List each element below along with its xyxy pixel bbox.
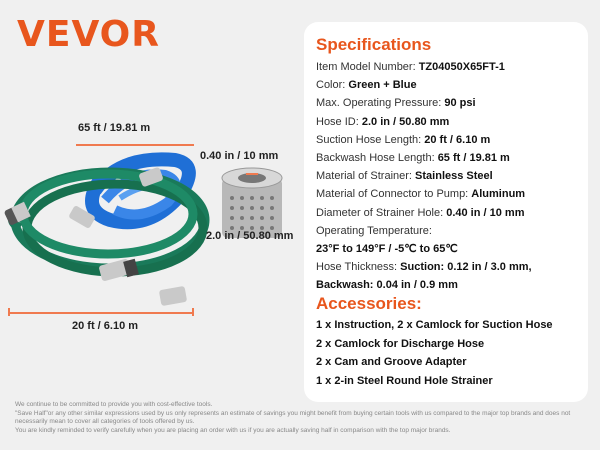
spec-item: Item Model Number: TZ04050X65FT-1 [316, 61, 505, 73]
spec-item: Hose ID: 2.0 in / 50.80 mm [316, 115, 450, 128]
accessories-title: Accessories: [316, 294, 422, 313]
spec-item: Color: Green + Blue [316, 79, 417, 92]
spec-item: Material of Strainer: Stainless Steel [316, 170, 493, 183]
spec-item: Diameter of Strainer Hole: 0.40 in / 10 mm [316, 206, 525, 219]
strainer [222, 168, 282, 238]
spec-item: Hose Thickness: Suction: 0.12 in / 3.0 mm, [316, 261, 532, 274]
accessory-item: 2 x Cam and Groove Adapter [316, 356, 467, 368]
spec-item: Backwash Hose Length: 65 ft / 19.81 m [316, 152, 510, 165]
footer-disclaimer [15, 401, 595, 435]
strainer-diameter-label: 2.0 in / 50.80 mm [206, 230, 294, 242]
suction-length-line [8, 312, 194, 314]
footer-line: We continue to be committed to provide you with cost-effective tools. [15, 401, 213, 408]
accessory-item: 1 x Instruction, 2 x Camlock for Suction Hose [316, 319, 553, 331]
spec-item: Backwash: 0.04 in / 0.9 mm [316, 279, 458, 292]
discharge-length-label: 65 ft / 19.81 m [78, 122, 151, 134]
strainer-hole-label: 0.40 in / 10 mm [200, 150, 279, 162]
spec-item: Operating Temperature: [316, 224, 432, 237]
accessory-item: 2 x Camlock for Discharge Hose [316, 337, 485, 350]
spec-list [316, 58, 588, 295]
discharge-length-line [76, 144, 194, 146]
suction-length-tick-left [8, 308, 10, 316]
spec-item: Suction Hose Length: 20 ft / 6.10 m [316, 133, 491, 146]
suction-length-label: 20 ft / 6.10 m [72, 320, 139, 332]
accessory-item: 1 x 2-in Steel Round Hole Strainer [316, 374, 493, 387]
brand-logo: VEVOR [17, 14, 161, 55]
spec-item: Material of Connector to Pump: Aluminum [316, 188, 526, 201]
accessories-list [316, 316, 553, 390]
suction-length-tick-right [192, 308, 194, 316]
spec-title: Specifications [316, 35, 432, 54]
spec-item: Max. Operating Pressure: 90 psi [316, 97, 476, 110]
footer-line: You are kindly reminded to verify carefully when you are placing an order with us if you are actually saving half in comparison with the top major brands. [15, 426, 451, 434]
spec-item: 23°F to 149°F / -5℃ to 65℃ [316, 243, 458, 256]
footer-line: "Save Half"or any other similar expressions used by us only represents an estimate of savings you might benefit from buying certain tools with us compared to the major top brands and does not necessarily mean to cover all categories of tools offered by us. [15, 409, 571, 426]
